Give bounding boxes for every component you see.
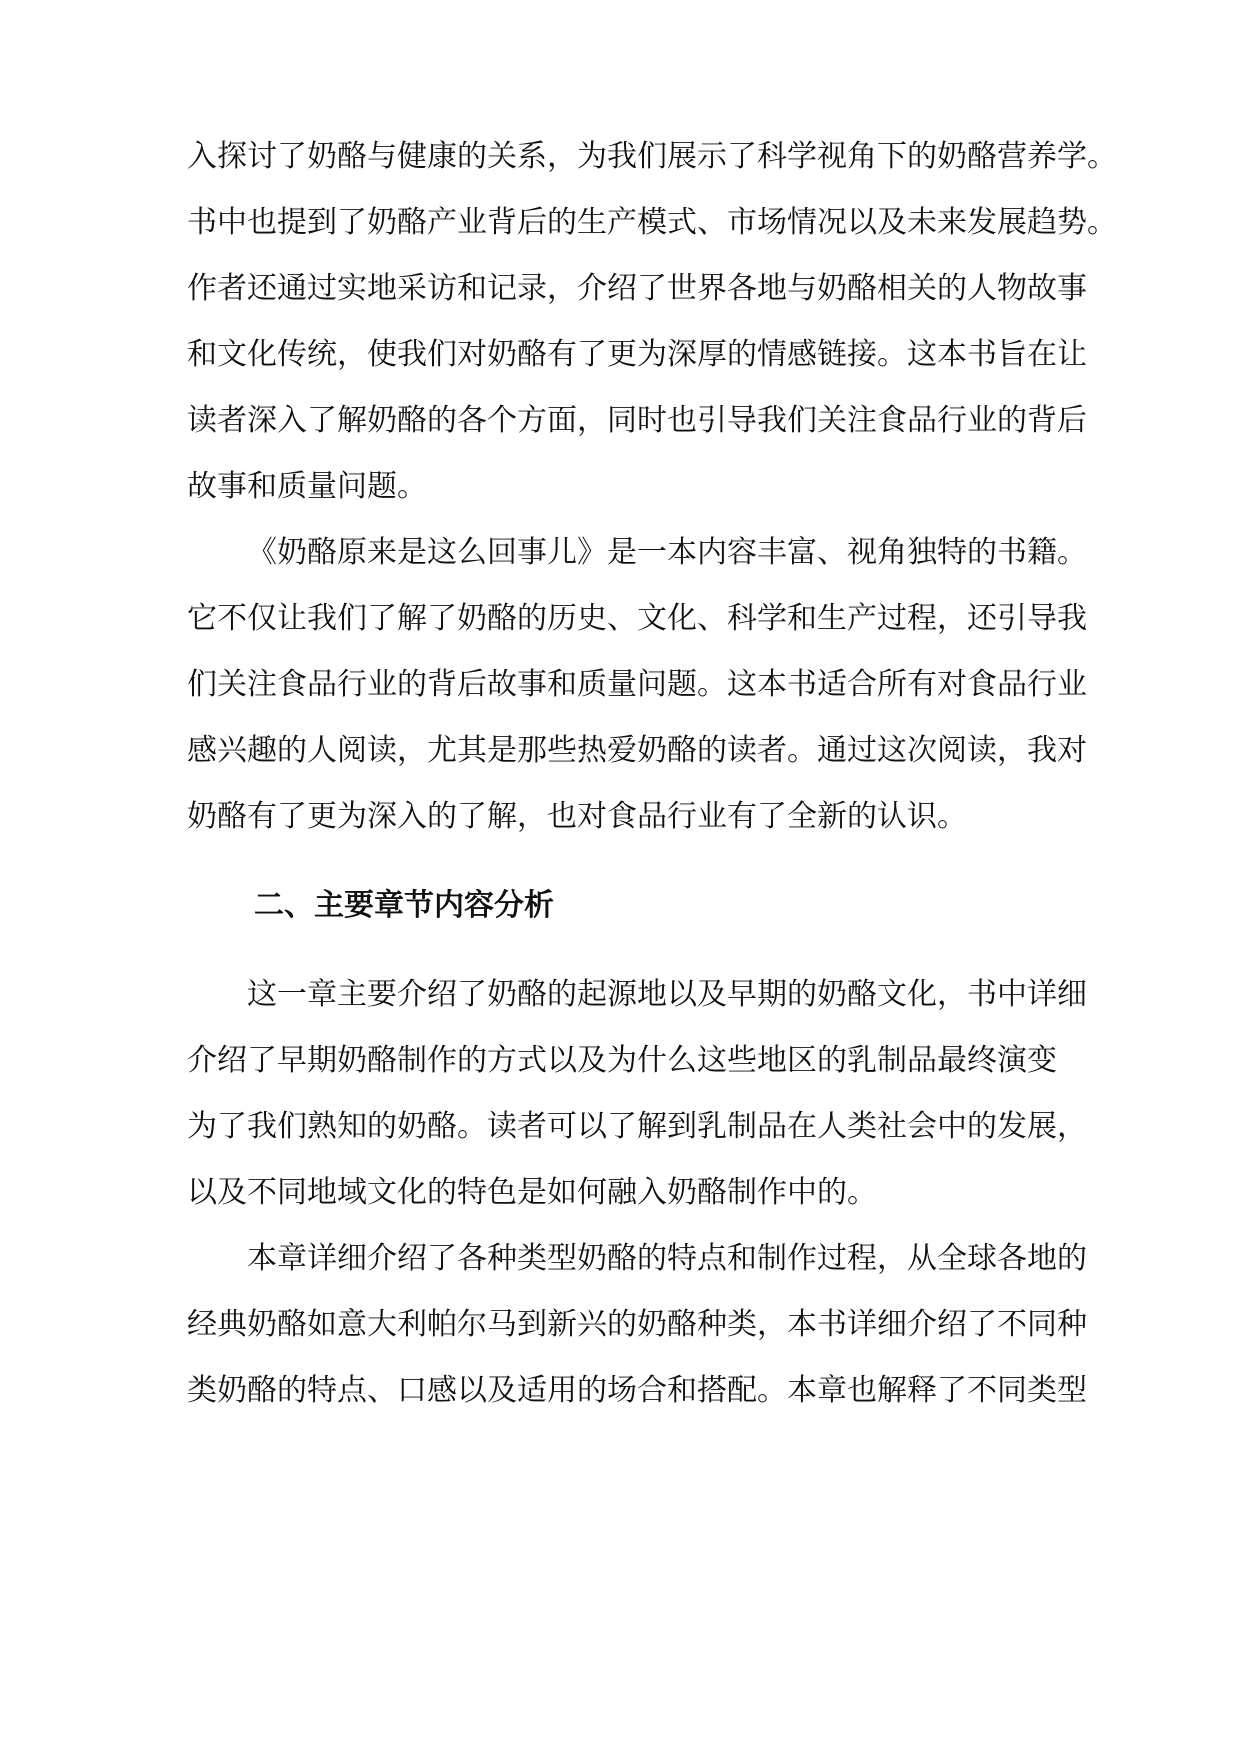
paragraph-line: 和文化传统，使我们对奶酪有了更为深厚的情感链接。这本书旨在让 — [187, 337, 1087, 372]
paragraph-line: 以及不同地域文化的特色是如何融入奶酪制作中的。 — [187, 1175, 877, 1210]
paragraph-line: 入探讨了奶酪与健康的关系，为我们展示了科学视角下的奶酪营养学。 — [187, 139, 1117, 174]
paragraph-line: 为了我们熟知的奶酪。读者可以了解到乳制品在人类社会中的发展， — [187, 1109, 1087, 1144]
paragraph-line: 感兴趣的人阅读，尤其是那些热爱奶酪的读者。通过这次阅读，我对 — [187, 733, 1087, 768]
paragraph-line: 故事和质量问题。 — [187, 469, 427, 504]
paragraph-line: 这一章主要介绍了奶酪的起源地以及早期的奶酪文化，书中详细 — [247, 977, 1087, 1012]
paragraph-line: 本章详细介绍了各种类型奶酪的特点和制作过程，从全球各地的 — [247, 1241, 1087, 1276]
paragraph-line: 作者还通过实地采访和记录，介绍了世界各地与奶酪相关的人物故事 — [187, 271, 1087, 306]
paragraph-line: 介绍了早期奶酪制作的方式以及为什么这些地区的乳制品最终演变 — [187, 1043, 1057, 1078]
section-heading: 二、主要章节内容分析 — [254, 888, 554, 923]
paragraph-line: 它不仅让我们了解了奶酪的历史、文化、科学和生产过程，还引导我 — [187, 601, 1087, 636]
paragraph-line: 书中也提到了奶酪产业背后的生产模式、市场情况以及未来发展趋势。 — [187, 205, 1117, 240]
paragraph-line: 们关注食品行业的背后故事和质量问题。这本书适合所有对食品行业 — [187, 667, 1087, 702]
paragraph-line: 读者深入了解奶酪的各个方面，同时也引导我们关注食品行业的背后 — [187, 403, 1087, 438]
paragraph-line: 《奶酪原来是这么回事儿》是一本内容丰富、视角独特的书籍。 — [247, 535, 1087, 570]
paragraph-line: 奶酪有了更为深入的了解，也对食品行业有了全新的认识。 — [187, 799, 967, 834]
paragraph-line: 经典奶酪如意大利帕尔马到新兴的奶酪种类，本书详细介绍了不同种 — [187, 1307, 1087, 1342]
paragraph-line: 类奶酪的特点、口感以及适用的场合和搭配。本章也解释了不同类型 — [187, 1373, 1087, 1408]
